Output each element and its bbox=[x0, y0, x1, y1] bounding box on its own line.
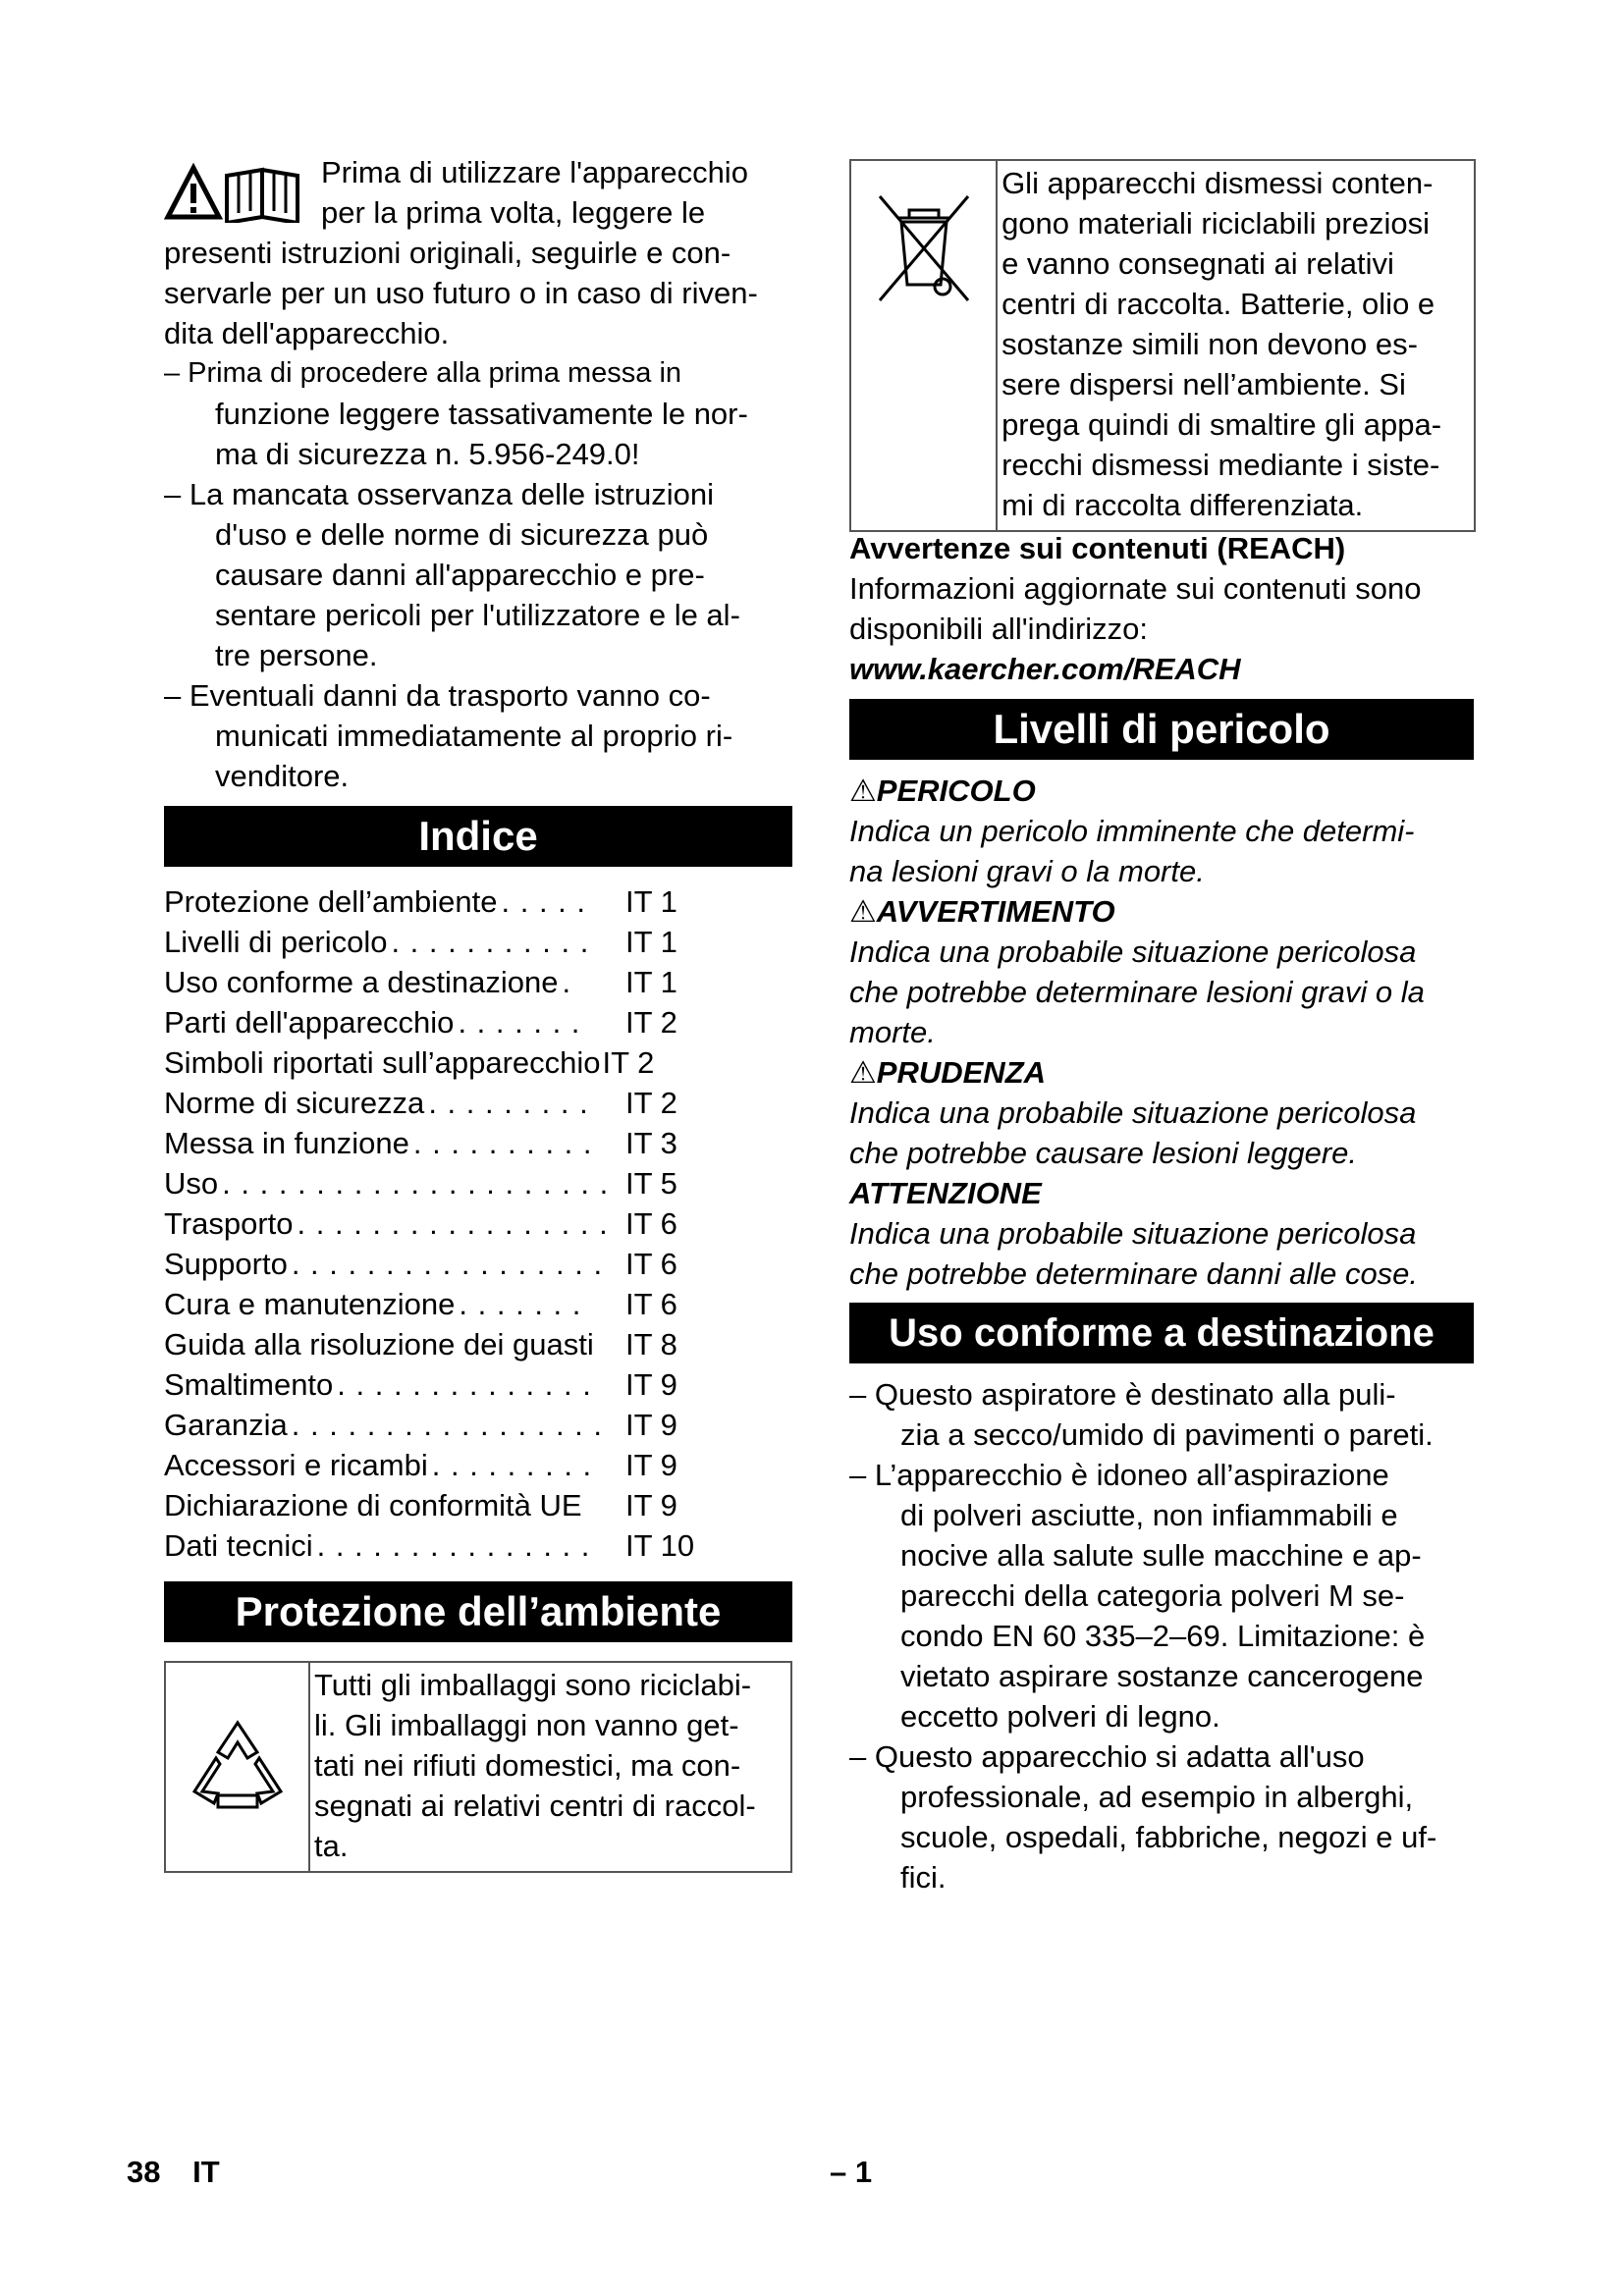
toc-entry-page: IT 2 bbox=[625, 1005, 677, 1040]
toc-entry-leader: . . . . . . . . . . bbox=[412, 1126, 593, 1160]
toc-entry-page: IT 6 bbox=[625, 1287, 677, 1321]
toc-entry-page: IT 9 bbox=[625, 1448, 677, 1482]
toc-entry-title: Uso bbox=[164, 1166, 219, 1201]
danger-level-line: che potrebbe causare lesioni leggere. bbox=[849, 1136, 1358, 1170]
danger-level-line: morte. bbox=[849, 1015, 936, 1049]
toc-entry-page: IT 9 bbox=[625, 1367, 677, 1402]
danger-levels-list bbox=[849, 771, 1478, 1294]
box-line: ta. bbox=[314, 1829, 349, 1863]
box-line: e vanno consegnati ai relativi bbox=[1001, 246, 1394, 281]
box-line: gono materiali riciclabili preziosi bbox=[1001, 206, 1430, 240]
bullet-line: nocive alla salute sulle macchine e ap- bbox=[900, 1538, 1422, 1573]
toc-entry-title: Cura e manutenzione bbox=[164, 1287, 456, 1321]
reach-url-link[interactable]: www.kaercher.com/REACH bbox=[849, 652, 1241, 686]
danger-level-title bbox=[849, 771, 1478, 811]
toc-entry-page: IT 2 bbox=[625, 1086, 677, 1120]
box-line: prega quindi di smaltire gli appa- bbox=[1001, 407, 1442, 442]
box-line: sostanze simili non devono es- bbox=[1001, 327, 1418, 361]
recycling-box bbox=[164, 1661, 792, 1873]
toc-entry-page: IT 8 bbox=[625, 1327, 677, 1362]
toc-entry-leader: . . . . . . . bbox=[458, 1005, 581, 1040]
bullet-line: – L’apparecchio è idoneo all’aspirazione bbox=[849, 1458, 1389, 1492]
section-page-number: – 1 bbox=[830, 2155, 873, 2189]
danger-level-title-text: ATTENZIONE bbox=[849, 1176, 1042, 1210]
bullet-line: condo EN 60 335–2–69. Limitazione: è bbox=[900, 1619, 1426, 1653]
toc-entry-title: Trasporto bbox=[164, 1206, 294, 1241]
bullet-line: scuole, ospedali, fabbriche, negozi e uf- bbox=[900, 1820, 1437, 1854]
recycling-icon-cell bbox=[166, 1663, 310, 1871]
toc-entry[interactable] bbox=[164, 962, 792, 1002]
reach-line: Informazioni aggiornate sui contenuti sono bbox=[849, 571, 1422, 606]
intended-use-list bbox=[849, 1374, 1478, 1897]
toc-entry-page: IT 1 bbox=[625, 965, 677, 999]
bullet-line: fici. bbox=[900, 1860, 947, 1895]
toc-entry-page: IT 6 bbox=[625, 1247, 677, 1281]
bullet-line: tre persone. bbox=[215, 638, 378, 672]
danger-level-title bbox=[849, 1052, 1478, 1093]
reach-section bbox=[849, 528, 1478, 689]
bullet-line: venditore. bbox=[215, 759, 350, 793]
toc-entry[interactable] bbox=[164, 1324, 792, 1364]
toc-entry[interactable] bbox=[164, 1083, 792, 1123]
danger-level-title bbox=[849, 1173, 1478, 1213]
danger-level-line: Indica una probabile situazione pericolosa bbox=[849, 934, 1417, 969]
danger-level-line: che potrebbe determinare lesioni gravi o la bbox=[849, 975, 1425, 1009]
bullet-line: sentare pericoli per l'utilizzatore e le al- bbox=[215, 598, 740, 632]
toc-entry[interactable] bbox=[164, 1405, 792, 1445]
toc-entry-title: Guida alla risoluzione dei guasti bbox=[164, 1327, 594, 1362]
box-line: tati nei rifiuti domestici, ma con- bbox=[314, 1748, 741, 1783]
intro-bullet bbox=[164, 353, 792, 474]
warning-manual-icon bbox=[164, 162, 303, 223]
intro-bullet bbox=[164, 474, 792, 675]
page-number-value: 38 bbox=[127, 2155, 161, 2189]
bullet-line: di polveri asciutte, non infiammabili e bbox=[900, 1498, 1398, 1532]
toc-entry[interactable] bbox=[164, 1364, 792, 1405]
bullet-line: professionale, ad esempio in alberghi, bbox=[900, 1780, 1414, 1814]
bullet-line: eccetto polveri di legno. bbox=[900, 1699, 1220, 1734]
recycling-text bbox=[310, 1663, 789, 1871]
toc-entry-title: Messa in funzione bbox=[164, 1126, 409, 1160]
toc-entry-title: Dati tecnici bbox=[164, 1528, 313, 1563]
intro-line-4: servarle per un uso futuro o in caso di riven- bbox=[164, 276, 758, 310]
danger-level-item bbox=[849, 771, 1478, 891]
toc-entry-leader: . . . . . . . . . . . . . . . bbox=[316, 1528, 591, 1563]
toc-entry-leader: . . . . . . . . . . . bbox=[391, 925, 590, 959]
toc-entry-leader: . . . . . . . . . . . . . . bbox=[337, 1367, 592, 1402]
disposal-text bbox=[998, 161, 1474, 530]
reach-heading: Avvertenze sui contenuti (REACH) bbox=[849, 531, 1346, 565]
danger-level-item bbox=[849, 1173, 1478, 1294]
bullet-line: – Questo aspiratore è destinato alla puli- bbox=[849, 1377, 1396, 1412]
reach-line: disponibili all'indirizzo: bbox=[849, 612, 1149, 646]
warning-triangle-icon: ⚠ bbox=[849, 774, 877, 808]
toc-entry[interactable] bbox=[164, 1244, 792, 1284]
toc-entry-page: IT 9 bbox=[625, 1488, 677, 1522]
bullet-line: – Questo apparecchio si adatta all'uso bbox=[849, 1739, 1365, 1774]
toc-entry[interactable] bbox=[164, 1445, 792, 1485]
danger-level-title-text: PERICOLO bbox=[876, 774, 1036, 808]
toc-entry-leader: . bbox=[562, 965, 572, 999]
bullet-line: causare danni all'apparecchio e pre- bbox=[215, 558, 705, 592]
toc-entry-page: IT 1 bbox=[625, 884, 677, 919]
toc-entry-title: Norme di sicurezza bbox=[164, 1086, 425, 1120]
toc-entry-page: IT 3 bbox=[625, 1126, 677, 1160]
box-line: Tutti gli imballaggi sono riciclabi- bbox=[314, 1668, 752, 1702]
bullet-line: d'uso e delle norme di sicurezza può bbox=[215, 517, 709, 552]
danger-level-title bbox=[849, 891, 1478, 932]
bullet-line: funzione leggere tassativamente le nor- bbox=[215, 397, 748, 431]
toc-entry-title: Uso conforme a destinazione bbox=[164, 965, 559, 999]
recycling-icon bbox=[179, 1713, 297, 1821]
intended-use-bullet bbox=[849, 1455, 1478, 1736]
toc-entry[interactable] bbox=[164, 881, 792, 922]
toc-entry-page: IT 6 bbox=[625, 1206, 677, 1241]
intro-bullet bbox=[164, 675, 792, 796]
crossed-bin-icon bbox=[870, 188, 978, 306]
box-line: Gli apparecchi dismessi conten- bbox=[1001, 166, 1434, 200]
toc-entry-title: Smaltimento bbox=[164, 1367, 334, 1402]
index-heading: Indice bbox=[164, 806, 792, 867]
page-language: IT bbox=[192, 2155, 220, 2189]
bullet-line: ma di sicurezza n. 5.956-249.0! bbox=[215, 437, 640, 471]
danger-level-line: Indica un pericolo imminente che determi- bbox=[849, 814, 1415, 848]
bullet-line: – Prima di procedere alla prima messa in bbox=[164, 357, 682, 389]
toc-entry-page: IT 1 bbox=[625, 925, 677, 959]
warning-triangle-icon: ⚠ bbox=[849, 1055, 877, 1090]
disposal-box bbox=[849, 159, 1476, 532]
intended-use-bullet bbox=[849, 1736, 1478, 1897]
toc-entry-title: Simboli riportati sull’apparecchio bbox=[164, 1045, 601, 1080]
danger-level-line: che potrebbe determinare danni alle cose. bbox=[849, 1256, 1419, 1291]
wheelie-bin-icon-cell bbox=[851, 161, 998, 530]
toc-entry-leader: . . . . . . . . . bbox=[428, 1086, 589, 1120]
toc-entry-title: Parti dell'apparecchio bbox=[164, 1005, 455, 1040]
toc-entry-title: Protezione dell’ambiente bbox=[164, 884, 498, 919]
toc-entry[interactable] bbox=[164, 1163, 792, 1203]
warning-triangle-icon: ⚠ bbox=[849, 894, 877, 929]
intended-use-bullet bbox=[849, 1374, 1478, 1455]
bullet-line: municati immediatamente al proprio ri- bbox=[215, 719, 733, 753]
toc-entry[interactable] bbox=[164, 1123, 792, 1163]
bullet-line: – Eventuali danni da trasporto vanno co- bbox=[164, 678, 711, 713]
danger-level-line: Indica una probabile situazione pericolosa bbox=[849, 1216, 1417, 1251]
toc-entry[interactable] bbox=[164, 922, 792, 962]
toc-entry-leader: . . . . . . . . . bbox=[431, 1448, 593, 1482]
toc-entry-leader: . . . . . . . bbox=[459, 1287, 582, 1321]
intro-block bbox=[164, 152, 792, 796]
intro-line-1: Prima di utilizzare l'apparecchio bbox=[321, 155, 748, 189]
toc-entry[interactable] bbox=[164, 1002, 792, 1042]
toc-entry-leader: . . . . . . . . . . . . . . . . . bbox=[291, 1408, 604, 1442]
box-line: mi di raccolta differenziata. bbox=[1001, 488, 1364, 522]
bullet-line: – La mancata osservanza delle istruzioni bbox=[164, 477, 715, 511]
intended-use-heading: Uso conforme a destinazione bbox=[849, 1303, 1474, 1363]
toc-entry-page: IT 9 bbox=[625, 1408, 677, 1442]
box-line: li. Gli imballaggi non vanno get- bbox=[314, 1708, 739, 1742]
danger-level-title-text: PRUDENZA bbox=[876, 1055, 1047, 1090]
toc-entry[interactable] bbox=[164, 1203, 792, 1244]
page-number bbox=[127, 2155, 220, 2190]
toc-entry-page: IT 5 bbox=[625, 1166, 677, 1201]
danger-level-line: Indica una probabile situazione pericolosa bbox=[849, 1095, 1417, 1130]
toc-entry-leader: . . . . . bbox=[501, 884, 587, 919]
box-line: recchi dismessi mediante i siste- bbox=[1001, 448, 1440, 482]
toc-entry-title: Accessori e ricambi bbox=[164, 1448, 428, 1482]
toc-entry-leader: . . . . . . . . . . . . . . . . . bbox=[297, 1206, 609, 1241]
table-of-contents bbox=[164, 881, 792, 1566]
intro-line-3: presenti istruzioni originali, seguirle e con- bbox=[164, 236, 731, 270]
environment-heading: Protezione dell’ambiente bbox=[164, 1581, 792, 1642]
toc-entry-title: Livelli di pericolo bbox=[164, 925, 388, 959]
danger-levels-heading: Livelli di pericolo bbox=[849, 699, 1474, 760]
toc-entry-leader: . . . . . . . . . . . . . . . . . bbox=[291, 1247, 604, 1281]
toc-entry-page: IT 2 bbox=[602, 1045, 655, 1080]
danger-level-title-text: AVVERTIMENTO bbox=[876, 894, 1115, 929]
danger-level-line: na lesioni gravi o la morte. bbox=[849, 854, 1205, 888]
toc-entry[interactable] bbox=[164, 1284, 792, 1324]
box-line: sere dispersi nell’ambiente. Si bbox=[1001, 367, 1406, 401]
bullet-line: vietato aspirare sostanze cancerogene bbox=[900, 1659, 1424, 1693]
toc-entry[interactable] bbox=[164, 1485, 792, 1525]
toc-entry-title: Supporto bbox=[164, 1247, 288, 1281]
bullet-line: parecchi della categoria polveri M se- bbox=[900, 1578, 1405, 1613]
toc-entry-title: Garanzia bbox=[164, 1408, 288, 1442]
toc-entry-page: IT 10 bbox=[625, 1528, 695, 1563]
toc-entry[interactable] bbox=[164, 1525, 792, 1566]
intro-line-5: dita dell'apparecchio. bbox=[164, 316, 450, 350]
toc-entry-leader: . . . . . . . . . . . . . . . . . . . . . bbox=[222, 1166, 610, 1201]
box-line: centri di raccolta. Batterie, olio e bbox=[1001, 287, 1435, 321]
danger-level-item bbox=[849, 1052, 1478, 1173]
box-line: segnati ai relativi centri di raccol- bbox=[314, 1789, 756, 1823]
danger-level-item bbox=[849, 891, 1478, 1052]
bullet-line: zia a secco/umido di pavimenti o pareti. bbox=[900, 1417, 1434, 1452]
toc-entry[interactable] bbox=[164, 1042, 792, 1083]
intro-line-2: per la prima volta, leggere le bbox=[321, 195, 706, 230]
toc-entry-title: Dichiarazione di conformità UE bbox=[164, 1488, 582, 1522]
